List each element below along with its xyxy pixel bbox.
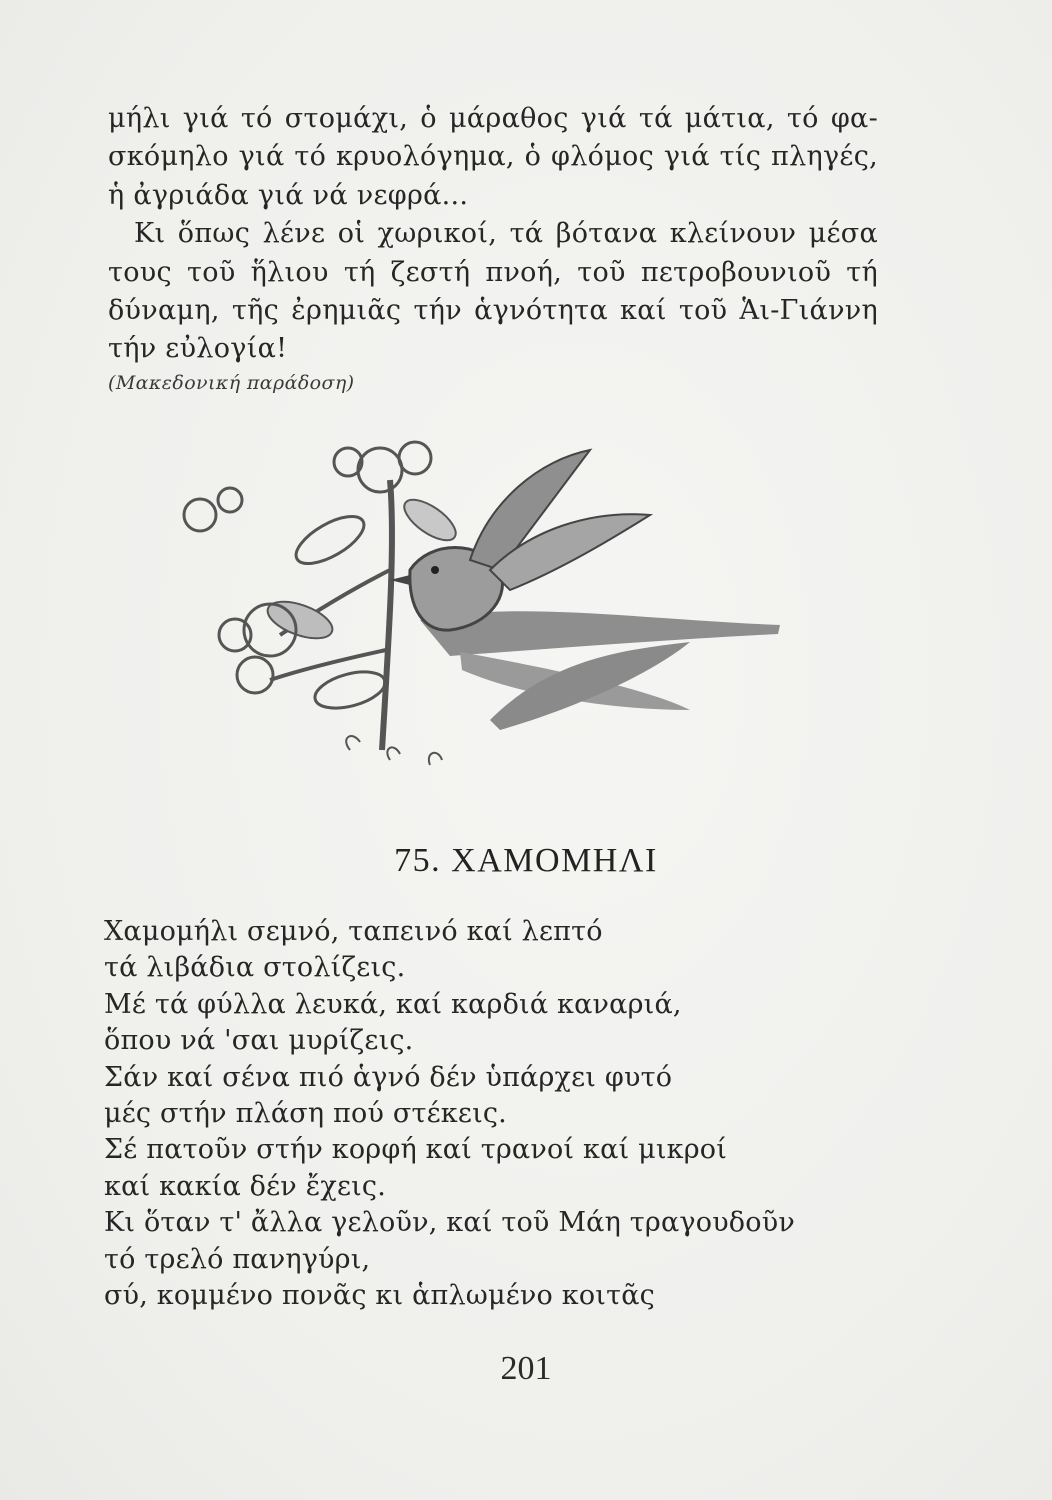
poem-line: Σέ πατοῦν στήν κορφή καί τρανοί καί μικροί <box>104 1134 728 1166</box>
poem-line: τά λιβάδια στολίζεις. <box>104 952 406 984</box>
text-line: ἡ ἀγριάδα γιά νά νεφρά... <box>108 179 469 211</box>
poem-line: τό τρελό πανηγύρι, <box>104 1243 371 1275</box>
poem-line: Σάν καί σένα πιό ἁγνό δέν ὑπάρχει φυτό <box>104 1061 673 1093</box>
poem-line: μές στήν πλάση πού στέκεις. <box>104 1098 507 1130</box>
source-attribution: (Μακεδονική παράδοση) <box>108 372 355 394</box>
text-line: τους τοῦ ἥλιου τή ζεστή πνοή, τοῦ πετροβουνιοῦ τή <box>108 256 878 288</box>
poem-text <box>104 914 904 1314</box>
paragraph-1 <box>108 100 878 215</box>
paragraph-2 <box>108 215 878 369</box>
poem-line: Μέ τά φύλλα λευκά, καί καρδιά καναριά, <box>104 988 682 1020</box>
poem-line: Κι ὅταν τ' ἄλλα γελοῦν, καί τοῦ Μάη τραγουδοῦν <box>104 1207 795 1239</box>
poem-line: καί κακία δέν ἔχεις. <box>104 1170 387 1202</box>
text-line: τήν εὐλογία! <box>108 333 288 365</box>
text-line: δύναμη, τῆς ἐρημιᾶς τήν ἁγνότητα καί τοῦ Ἁι-Γιάννη <box>108 295 878 327</box>
poem-line: ὅπου νά 'σαι μυρίζεις. <box>104 1025 414 1057</box>
text-line: μήλι γιά τό στομάχι, ὁ μάραθος γιά τά μάτια, τό φα- <box>108 103 878 134</box>
page-number: 201 <box>500 1350 552 1387</box>
poem-line: σύ, κομμένο πονᾶς κι ἁπλωμένο κοιτᾶς <box>104 1280 655 1312</box>
poem-line: Χαμομήλι σεμνό, ταπεινό καί λεπτό <box>104 916 603 947</box>
poem-title: 75. ΧΑΜΟΜΗΛΙ <box>394 842 658 879</box>
bird-on-flowering-branch-icon <box>90 420 790 780</box>
prose-text <box>108 100 878 369</box>
text-line: σκόμηλο γιά τό κρυολόγημα, ὁ φλόμος γιά τίς πληγές, <box>108 141 878 173</box>
text-line: Κι ὅπως λένε οἱ χωρικοί, τά βότανα κλείνουν μέσα <box>134 218 878 250</box>
